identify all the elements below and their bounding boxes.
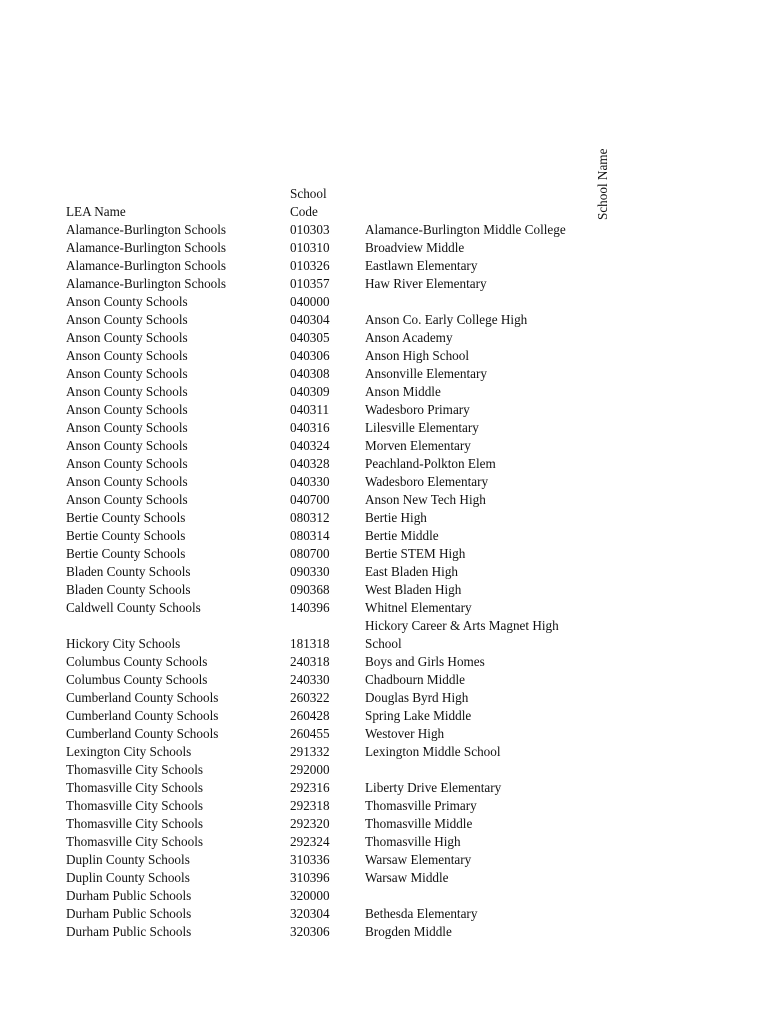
school-name-line: Whitnel Elementary	[365, 600, 472, 615]
table-row	[0, 617, 770, 653]
lea-name-cell: Caldwell County Schools	[66, 600, 201, 615]
school-code-cell: 040305	[290, 330, 330, 345]
table-row	[0, 833, 770, 851]
school-name-cell	[365, 923, 452, 941]
table-row	[0, 347, 770, 365]
table-row	[0, 257, 770, 275]
table-row	[0, 527, 770, 545]
lea-name-cell: Anson County Schools	[66, 456, 188, 471]
school-name-line: Hickory Career & Arts Magnet High	[365, 618, 559, 633]
school-name-cell	[365, 797, 477, 815]
table-row	[0, 365, 770, 383]
school-name-line: Spring Lake Middle	[365, 708, 472, 723]
school-name-cell	[365, 599, 472, 617]
table-row	[0, 275, 770, 293]
school-code-cell: 292316	[290, 780, 330, 795]
table-row	[0, 293, 770, 311]
school-name-cell	[365, 455, 496, 473]
lea-name-cell: Durham Public Schools	[66, 888, 192, 903]
table-row	[0, 725, 770, 743]
school-name-cell	[365, 815, 472, 833]
table-row	[0, 581, 770, 599]
school-code-cell: 040324	[290, 438, 330, 453]
school-name-cell	[365, 743, 501, 761]
school-code-cell: 010303	[290, 222, 330, 237]
school-name-line: Warsaw Middle	[365, 870, 449, 885]
lea-name-cell: Durham Public Schools	[66, 906, 192, 921]
lea-name-cell: Alamance-Burlington Schools	[66, 222, 227, 237]
school-code-cell: 292318	[290, 798, 330, 813]
school-name-cell	[365, 563, 458, 581]
table-row	[0, 221, 770, 239]
school-name-cell	[365, 833, 461, 851]
school-code-cell: 240318	[290, 654, 330, 669]
school-code-cell: 010357	[290, 276, 330, 291]
school-name-line: Eastlawn Elementary	[365, 258, 478, 273]
school-name-header: School Name	[595, 148, 610, 220]
lea-name-cell: Thomasville City Schools	[66, 780, 204, 795]
lea-name-cell: Cumberland County Schools	[66, 708, 219, 723]
school-code-header-line2: Code	[290, 204, 318, 219]
table-row	[0, 401, 770, 419]
school-name-cell	[365, 257, 477, 275]
school-code-header	[290, 185, 327, 221]
school-name-line: Thomasville Middle	[365, 816, 473, 831]
lea-name-cell: Anson County Schools	[66, 294, 188, 309]
lea-name-cell: Thomasville City Schools	[66, 816, 204, 831]
school-name-cell	[365, 383, 441, 401]
school-name-cell	[365, 509, 427, 527]
lea-name-cell: Alamance-Burlington Schools	[66, 240, 227, 255]
school-name-cell	[365, 239, 464, 257]
lea-name-cell: Hickory City Schools	[66, 636, 181, 651]
table-row	[0, 743, 770, 761]
school-code-cell: 040308	[290, 366, 330, 381]
school-code-cell: 291332	[290, 744, 330, 759]
lea-name-cell: Cumberland County Schools	[66, 690, 219, 705]
lea-name-cell: Thomasville City Schools	[66, 834, 204, 849]
lea-name-header: LEA Name	[66, 204, 126, 219]
school-name-line: Bertie High	[365, 510, 427, 525]
school-name-cell	[365, 365, 487, 383]
school-code-cell: 090368	[290, 582, 330, 597]
lea-name-cell: Bladen County Schools	[66, 582, 191, 597]
school-code-cell: 140396	[290, 600, 330, 615]
school-code-cell: 292324	[290, 834, 330, 849]
school-name-line: Wadesboro Elementary	[365, 474, 489, 489]
school-name-line: Anson Academy	[365, 330, 453, 345]
school-code-cell: 080312	[290, 510, 330, 525]
school-code-cell: 292320	[290, 816, 330, 831]
school-name-line: Anson High School	[365, 348, 470, 363]
school-name-cell	[365, 221, 566, 239]
school-name-line: Anson Co. Early College High	[365, 312, 528, 327]
lea-name-cell: Anson County Schools	[66, 438, 188, 453]
school-name-line: Liberty Drive Elementary	[365, 780, 502, 795]
school-name-line: Boys and Girls Homes	[365, 654, 485, 669]
school-name-line: East Bladen High	[365, 564, 459, 579]
school-code-cell: 040311	[290, 402, 330, 417]
lea-name-cell: Lexington City Schools	[66, 744, 192, 759]
lea-name-cell: Bertie County Schools	[66, 510, 186, 525]
lea-name-cell: Anson County Schools	[66, 402, 188, 417]
school-name-cell	[365, 473, 488, 491]
lea-name-cell: Anson County Schools	[66, 348, 188, 363]
lea-name-cell: Durham Public Schools	[66, 924, 192, 939]
lea-name-cell: Duplin County Schools	[66, 852, 190, 867]
school-name-cell	[365, 275, 487, 293]
school-name-cell	[365, 329, 453, 347]
school-name-cell	[365, 419, 479, 437]
school-name-cell	[365, 311, 527, 329]
school-name-cell	[365, 671, 465, 689]
school-code-cell: 320304	[290, 906, 330, 921]
school-name-cell	[365, 689, 468, 707]
school-code-header-line1: School	[290, 186, 327, 201]
school-name-line: West Bladen High	[365, 582, 462, 597]
school-name-line: Alamance-Burlington Middle College	[365, 222, 566, 237]
school-code-cell: 040328	[290, 456, 330, 471]
table-row	[0, 545, 770, 563]
lea-name-cell: Columbus County Schools	[66, 672, 208, 687]
school-name-line: Lexington Middle School	[365, 744, 501, 759]
lea-name-cell: Cumberland County Schools	[66, 726, 219, 741]
school-name-cell	[365, 725, 444, 743]
school-code-cell: 240330	[290, 672, 330, 687]
table-row	[0, 815, 770, 833]
table-row	[0, 509, 770, 527]
school-code-cell: 040304	[290, 312, 330, 327]
school-name-line: Thomasville High	[365, 834, 461, 849]
school-name-line: Warsaw Elementary	[365, 852, 472, 867]
lea-name-cell: Anson County Schools	[66, 474, 188, 489]
school-code-cell: 040306	[290, 348, 330, 363]
school-name-line: Thomasville Primary	[365, 798, 477, 813]
school-name-line: Anson New Tech High	[365, 492, 486, 507]
school-name-cell	[365, 617, 559, 653]
table-row	[0, 563, 770, 581]
school-name-line: Bethesda Elementary	[365, 906, 478, 921]
lea-name-cell: Thomasville City Schools	[66, 798, 204, 813]
school-name-cell	[365, 401, 470, 419]
school-code-cell: 040000	[290, 294, 330, 309]
lea-name-cell: Alamance-Burlington Schools	[66, 276, 227, 291]
school-code-cell: 181318	[290, 636, 330, 651]
table-row	[0, 653, 770, 671]
table-row	[0, 419, 770, 437]
table-row	[0, 239, 770, 257]
table-row	[0, 923, 770, 941]
table-row	[0, 311, 770, 329]
school-code-cell: 080314	[290, 528, 330, 543]
school-code-cell: 260322	[290, 690, 330, 705]
lea-name-cell: Columbus County Schools	[66, 654, 208, 669]
lea-name-cell: Alamance-Burlington Schools	[66, 258, 227, 273]
table-row	[0, 473, 770, 491]
school-name-cell	[365, 347, 469, 365]
school-name-line: Haw River Elementary	[365, 276, 487, 291]
lea-name-cell: Bertie County Schools	[66, 546, 186, 561]
table-row	[0, 689, 770, 707]
school-name-cell	[365, 545, 465, 563]
lea-name-cell: Thomasville City Schools	[66, 762, 204, 777]
lea-name-cell: Anson County Schools	[66, 492, 188, 507]
school-name-line: Bertie STEM High	[365, 546, 466, 561]
lea-name-cell: Bladen County Schools	[66, 564, 191, 579]
table-row	[0, 761, 770, 779]
school-name-cell	[365, 905, 477, 923]
table-row	[0, 707, 770, 725]
school-name-cell	[365, 491, 486, 509]
school-code-cell: 320000	[290, 888, 330, 903]
school-code-cell: 320306	[290, 924, 330, 939]
table-row	[0, 455, 770, 473]
lea-name-cell: Anson County Schools	[66, 330, 188, 345]
table-row	[0, 887, 770, 905]
lea-name-cell: Bertie County Schools	[66, 528, 186, 543]
table-row	[0, 851, 770, 869]
school-code-cell: 080700	[290, 546, 330, 561]
table-row	[0, 383, 770, 401]
school-name-line: Bertie Middle	[365, 528, 439, 543]
table-row	[0, 779, 770, 797]
school-name-line: Ansonville Elementary	[365, 366, 487, 381]
school-name-line: Chadbourn Middle	[365, 672, 465, 687]
table-row	[0, 491, 770, 509]
school-code-cell: 040309	[290, 384, 330, 399]
school-code-cell: 260455	[290, 726, 330, 741]
school-name-cell	[365, 581, 461, 599]
lea-name-cell: Anson County Schools	[66, 366, 188, 381]
lea-name-cell: Anson County Schools	[66, 420, 188, 435]
lea-name-cell: Anson County Schools	[66, 312, 188, 327]
table-row	[0, 869, 770, 887]
table-row	[0, 905, 770, 923]
school-code-cell: 260428	[290, 708, 330, 723]
school-name-cell	[365, 869, 449, 887]
table-row	[0, 797, 770, 815]
school-name-line: Lilesville Elementary	[365, 420, 479, 435]
school-name-line: Douglas Byrd High	[365, 690, 469, 705]
school-code-cell: 040700	[290, 492, 330, 507]
school-code-cell: 010326	[290, 258, 330, 273]
school-name-line: Peachland-Polkton Elem	[365, 456, 496, 471]
lea-name-cell: Duplin County Schools	[66, 870, 190, 885]
school-code-cell: 010310	[290, 240, 330, 255]
school-code-cell: 040316	[290, 420, 330, 435]
school-code-cell: 090330	[290, 564, 330, 579]
school-name-line: Westover High	[365, 726, 445, 741]
table-row	[0, 671, 770, 689]
school-code-cell: 310396	[290, 870, 330, 885]
table-row	[0, 599, 770, 617]
school-name-line: Wadesboro Primary	[365, 402, 470, 417]
table-row	[0, 437, 770, 455]
school-code-cell: 292000	[290, 762, 330, 777]
school-name-cell	[365, 437, 471, 455]
school-table	[0, 221, 770, 941]
school-name-line: Anson Middle	[365, 384, 441, 399]
school-name-line: School	[365, 636, 402, 651]
school-name-cell	[365, 527, 439, 545]
school-code-cell: 310336	[290, 852, 330, 867]
table-row	[0, 329, 770, 347]
school-name-cell	[365, 707, 471, 725]
school-name-line: Brogden Middle	[365, 924, 452, 939]
school-name-line: Morven Elementary	[365, 438, 471, 453]
school-name-cell	[365, 653, 485, 671]
school-code-cell: 040330	[290, 474, 330, 489]
school-name-cell	[365, 851, 471, 869]
school-name-cell	[365, 779, 501, 797]
lea-name-cell: Anson County Schools	[66, 384, 188, 399]
school-name-line: Broadview Middle	[365, 240, 465, 255]
